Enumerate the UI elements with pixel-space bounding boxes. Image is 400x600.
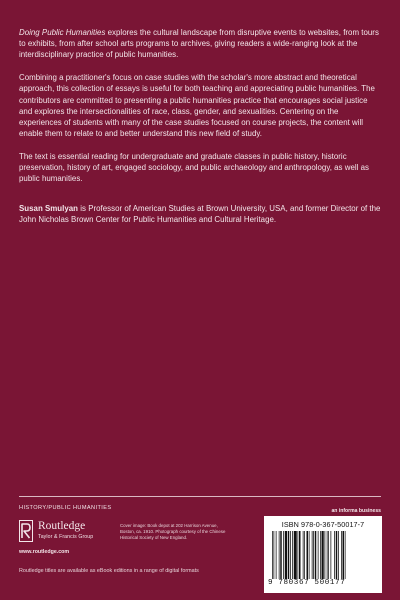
publisher-logo [19,520,129,546]
book-title: Doing Public Humanities [19,28,106,37]
barcode [270,531,376,579]
author-bio-text: is Professor of American Studies at Brown University, USA, and former Director of the John Nicholas Brown Center for Public Humanities and Cultural Heritage. [19,203,381,224]
isbn-label: ISBN 978-0-367-50017-7 [281,520,365,529]
routledge-r-icon [19,520,33,542]
author-bio [19,203,381,225]
blurb-paragraph-1-text: explores the cultural landscape from disruptive events to websites, from tours to exhibits, from after school arts programs to archives, giving readers a wide-ranging look at the interdisciplinary practice of public humanities. [19,28,379,60]
ebook-note: Routledge titles are available as eBook editions in a range of digital formats [19,568,199,574]
blurb [19,27,381,237]
publisher-url: www.routledge.com [19,549,70,555]
barcode-box [264,516,382,593]
subject-category: HISTORY/PUBLIC HUMANITIES [19,505,112,511]
publisher-name: Routledge [38,520,86,532]
blurb-paragraph-3: The text is essential reading for undergraduate and graduate classes in public history, historic preservation, history of art, engaged sociology, and public archaeology and anthropology, as well as public humanities. [19,152,369,184]
barcode-digits: 9 780367 500177 [268,579,346,587]
blurb-paragraph-2: Combining a practitioner's focus on case studies with the scholar's more abstract and theoretical approach, this collection of essays is useful for both teaching and appreciating public humanities. The contributors are committed to presenting a public humanities practice that encourages social justice and explores the intersectionalities of race, class, gender, and sexualities. Centering on the experiences of students with many of the case studies focused on course projects, the content will enable them to relate to and better understand this new field of study. [19,73,375,139]
author-name: Susan Smulyan [19,203,79,213]
blurb-paragraph-1 [19,27,381,61]
informa-tagline: an informa business [331,508,381,514]
cover-image-credit: Cover image: Book depot at 202 Harrison Avenue, Boston, ca. 1910. Photograph courtesy of the Chinese Historical Society of New England. [120,523,226,541]
publisher-group: Taylor & Francis Group [38,534,94,540]
footer-divider [19,496,381,497]
